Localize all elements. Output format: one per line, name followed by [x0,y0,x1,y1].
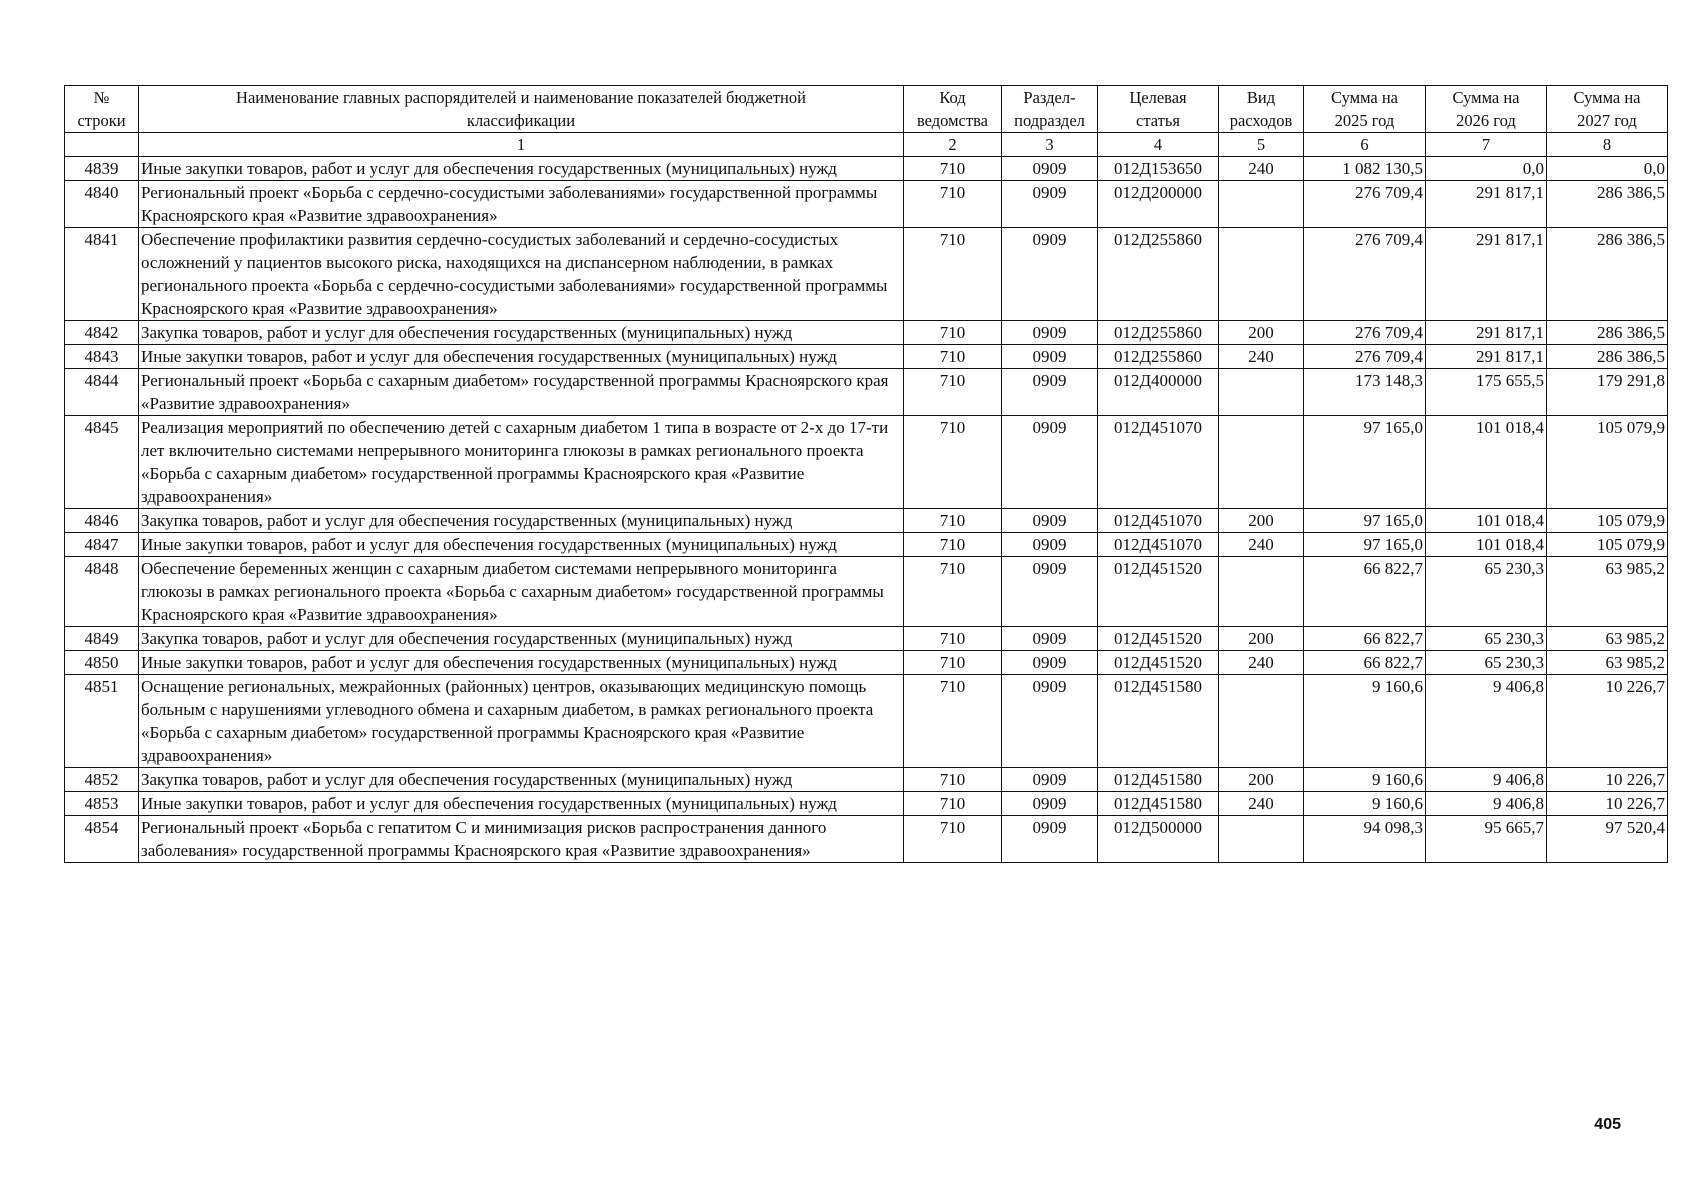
sum-2027-cell: 97 520,4 [1547,816,1668,863]
sum-2026-cell: 65 230,3 [1426,627,1547,651]
section-cell: 0909 [1002,816,1098,863]
row-name-cell: Обеспечение профилактики развития сердечно-сосудистых заболеваний и сердечно-сосудистых осложнений у пациентов высокого риска, находящихся на диспансерном наблюдении, в рамках регионального проекта «Борьба с сердечно-сосудистыми заболеваниями» государственной программы Красноярского края «Развитие здравоохранения» [139,228,904,321]
row-name-cell: Закупка товаров, работ и услуг для обеспечения государственных (муниципальных) нужд [139,509,904,533]
target-cell: 012Д255860 [1098,321,1219,345]
sum-2025-cell: 1 082 130,5 [1304,157,1426,181]
sum-2025-cell: 66 822,7 [1304,651,1426,675]
col-number [65,133,139,157]
target-cell: 012Д451070 [1098,533,1219,557]
budget-table [64,85,1668,863]
col-number: 7 [1426,133,1547,157]
row-number-cell: 4850 [65,651,139,675]
col-number: 3 [1002,133,1098,157]
target-cell: 012Д451520 [1098,651,1219,675]
dept-code-cell: 710 [904,345,1002,369]
dept-code-cell: 710 [904,675,1002,768]
section-cell: 0909 [1002,369,1098,416]
row-number-cell: 4841 [65,228,139,321]
exp-type-cell [1219,416,1304,509]
sum-2025-cell: 94 098,3 [1304,816,1426,863]
sum-2025-cell: 97 165,0 [1304,533,1426,557]
sum-2027-cell: 105 079,9 [1547,416,1668,509]
exp-type-cell: 240 [1219,651,1304,675]
sum-2027-cell: 286 386,5 [1547,181,1668,228]
sum-2026-cell: 9 406,8 [1426,768,1547,792]
exp-type-cell [1219,816,1304,863]
row-number-cell: 4848 [65,557,139,627]
section-cell: 0909 [1002,627,1098,651]
table-row [65,416,1668,509]
exp-type-cell: 200 [1219,509,1304,533]
row-number-cell: 4839 [65,157,139,181]
table-body [65,157,1668,863]
target-cell: 012Д400000 [1098,369,1219,416]
row-name-cell: Закупка товаров, работ и услуг для обеспечения государственных (муниципальных) нужд [139,768,904,792]
sum-2027-cell: 105 079,9 [1547,509,1668,533]
column-numbers-row [65,133,1668,157]
sum-2027-cell: 10 226,7 [1547,792,1668,816]
table-row [65,157,1668,181]
target-cell: 012Д153650 [1098,157,1219,181]
sum-2026-cell: 101 018,4 [1426,533,1547,557]
target-cell: 012Д200000 [1098,181,1219,228]
sum-2027-cell: 286 386,5 [1547,321,1668,345]
header-sum-2025: Сумма на 2025 год [1304,86,1426,133]
table-row [65,369,1668,416]
sum-2025-cell: 276 709,4 [1304,345,1426,369]
row-name-cell: Иные закупки товаров, работ и услуг для обеспечения государственных (муниципальных) нужд [139,157,904,181]
sum-2027-cell: 286 386,5 [1547,345,1668,369]
section-cell: 0909 [1002,228,1098,321]
section-cell: 0909 [1002,557,1098,627]
exp-type-cell [1219,228,1304,321]
table-row [65,345,1668,369]
row-number-cell: 4840 [65,181,139,228]
dept-code-cell: 710 [904,228,1002,321]
target-cell: 012Д451520 [1098,557,1219,627]
table-row [65,228,1668,321]
sum-2027-cell: 63 985,2 [1547,557,1668,627]
exp-type-cell: 240 [1219,345,1304,369]
sum-2026-cell: 101 018,4 [1426,416,1547,509]
row-number-cell: 4852 [65,768,139,792]
dept-code-cell: 710 [904,369,1002,416]
table-row [65,509,1668,533]
table-row [65,816,1668,863]
target-cell: 012Д451580 [1098,768,1219,792]
exp-type-cell: 200 [1219,627,1304,651]
section-cell: 0909 [1002,157,1098,181]
exp-type-cell: 240 [1219,157,1304,181]
exp-type-cell: 200 [1219,321,1304,345]
sum-2026-cell: 291 817,1 [1426,228,1547,321]
exp-type-cell [1219,369,1304,416]
row-number-cell: 4843 [65,345,139,369]
sum-2027-cell: 0,0 [1547,157,1668,181]
target-cell: 012Д500000 [1098,816,1219,863]
sum-2025-cell: 276 709,4 [1304,228,1426,321]
row-number-cell: 4845 [65,416,139,509]
sum-2025-cell: 9 160,6 [1304,768,1426,792]
row-name-cell: Региональный проект «Борьба с сердечно-сосудистыми заболеваниями» государственной программы Красноярского края «Развитие здравоохранения» [139,181,904,228]
sum-2025-cell: 276 709,4 [1304,181,1426,228]
col-number: 5 [1219,133,1304,157]
dept-code-cell: 710 [904,768,1002,792]
exp-type-cell: 240 [1219,792,1304,816]
table-row [65,627,1668,651]
header-sum-2027: Сумма на 2027 год [1547,86,1668,133]
header-section: Раздел- подраздел [1002,86,1098,133]
sum-2025-cell: 9 160,6 [1304,675,1426,768]
section-cell: 0909 [1002,533,1098,557]
row-name-cell: Иные закупки товаров, работ и услуг для обеспечения государственных (муниципальных) нужд [139,792,904,816]
table-row [65,533,1668,557]
table-row [65,181,1668,228]
sum-2025-cell: 66 822,7 [1304,627,1426,651]
target-cell: 012Д255860 [1098,345,1219,369]
sum-2025-cell: 173 148,3 [1304,369,1426,416]
section-cell: 0909 [1002,792,1098,816]
dept-code-cell: 710 [904,416,1002,509]
row-number-cell: 4847 [65,533,139,557]
sum-2025-cell: 276 709,4 [1304,321,1426,345]
sum-2027-cell: 286 386,5 [1547,228,1668,321]
row-name-cell: Оснащение региональных, межрайонных (районных) центров, оказывающих медицинскую помощь больным с нарушениями углеводного обмена и сахарным диабетом, в рамках регионального проекта «Борьба с сахарным диабетом» государственной программы Красноярского края «Развитие здравоохранения» [139,675,904,768]
col-number: 6 [1304,133,1426,157]
section-cell: 0909 [1002,321,1098,345]
row-name-cell: Региональный проект «Борьба с сахарным диабетом» государственной программы Красноярского края «Развитие здравоохранения» [139,369,904,416]
sum-2025-cell: 97 165,0 [1304,509,1426,533]
sum-2026-cell: 291 817,1 [1426,345,1547,369]
sum-2027-cell: 63 985,2 [1547,627,1668,651]
table-row [65,768,1668,792]
sum-2026-cell: 65 230,3 [1426,651,1547,675]
dept-code-cell: 710 [904,321,1002,345]
dept-code-cell: 710 [904,533,1002,557]
sum-2026-cell: 9 406,8 [1426,675,1547,768]
col-number: 1 [139,133,904,157]
table-row [65,651,1668,675]
exp-type-cell [1219,675,1304,768]
section-cell: 0909 [1002,416,1098,509]
page-number: 405 [1594,1116,1621,1133]
dept-code-cell: 710 [904,557,1002,627]
sum-2027-cell: 179 291,8 [1547,369,1668,416]
row-number-cell: 4853 [65,792,139,816]
sum-2026-cell: 95 665,7 [1426,816,1547,863]
col-number: 2 [904,133,1002,157]
dept-code-cell: 710 [904,792,1002,816]
sum-2026-cell: 291 817,1 [1426,181,1547,228]
header-row [65,86,1668,133]
table-row [65,792,1668,816]
row-name-cell: Реализация мероприятий по обеспечению детей с сахарным диабетом 1 типа в возрасте от 2-х до 17-ти лет включительно системами непрерывного мониторинга глюкозы в рамках регионального проекта «Борьба с сахарным диабетом» государственной программы Красноярского края «Развитие здравоохранения» [139,416,904,509]
dept-code-cell: 710 [904,181,1002,228]
sum-2026-cell: 101 018,4 [1426,509,1547,533]
header-dept-code: Код ведомства [904,86,1002,133]
sum-2025-cell: 9 160,6 [1304,792,1426,816]
header-name: Наименование главных распорядителей и наименование показателей бюджетной классификации [139,86,904,133]
sum-2026-cell: 175 655,5 [1426,369,1547,416]
header-row-no: № строки [65,86,139,133]
section-cell: 0909 [1002,181,1098,228]
row-name-cell: Иные закупки товаров, работ и услуг для обеспечения государственных (муниципальных) нужд [139,345,904,369]
target-cell: 012Д451070 [1098,416,1219,509]
table-header [65,86,1668,157]
header-sum-2026: Сумма на 2026 год [1426,86,1547,133]
sum-2026-cell: 65 230,3 [1426,557,1547,627]
target-cell: 012Д451580 [1098,792,1219,816]
row-name-cell: Закупка товаров, работ и услуг для обеспечения государственных (муниципальных) нужд [139,321,904,345]
section-cell: 0909 [1002,768,1098,792]
sum-2025-cell: 66 822,7 [1304,557,1426,627]
row-name-cell: Обеспечение беременных женщин с сахарным диабетом системами непрерывного мониторинга глюкозы в рамках регионального проекта «Борьба с сахарным диабетом» государственной программы Красноярского края «Развитие здравоохранения» [139,557,904,627]
row-number-cell: 4842 [65,321,139,345]
target-cell: 012Д451580 [1098,675,1219,768]
sum-2026-cell: 0,0 [1426,157,1547,181]
row-name-cell: Закупка товаров, работ и услуг для обеспечения государственных (муниципальных) нужд [139,627,904,651]
row-number-cell: 4851 [65,675,139,768]
table-row [65,321,1668,345]
row-number-cell: 4846 [65,509,139,533]
dept-code-cell: 710 [904,651,1002,675]
row-name-cell: Иные закупки товаров, работ и услуг для обеспечения государственных (муниципальных) нужд [139,651,904,675]
sum-2027-cell: 10 226,7 [1547,768,1668,792]
sum-2027-cell: 10 226,7 [1547,675,1668,768]
exp-type-cell [1219,557,1304,627]
section-cell: 0909 [1002,675,1098,768]
dept-code-cell: 710 [904,509,1002,533]
row-name-cell: Иные закупки товаров, работ и услуг для обеспечения государственных (муниципальных) нужд [139,533,904,557]
header-exp-type: Вид расходов [1219,86,1304,133]
row-number-cell: 4849 [65,627,139,651]
dept-code-cell: 710 [904,157,1002,181]
sum-2025-cell: 97 165,0 [1304,416,1426,509]
row-number-cell: 4854 [65,816,139,863]
sum-2027-cell: 105 079,9 [1547,533,1668,557]
header-target: Целевая статья [1098,86,1219,133]
sum-2026-cell: 291 817,1 [1426,321,1547,345]
col-number: 4 [1098,133,1219,157]
dept-code-cell: 710 [904,816,1002,863]
exp-type-cell [1219,181,1304,228]
target-cell: 012Д451520 [1098,627,1219,651]
dept-code-cell: 710 [904,627,1002,651]
exp-type-cell: 240 [1219,533,1304,557]
row-number-cell: 4844 [65,369,139,416]
section-cell: 0909 [1002,345,1098,369]
col-number: 8 [1547,133,1668,157]
sum-2027-cell: 63 985,2 [1547,651,1668,675]
row-name-cell: Региональный проект «Борьба с гепатитом С и минимизация рисков распространения данного заболевания» государственной программы Красноярского края «Развитие здравоохранения» [139,816,904,863]
section-cell: 0909 [1002,509,1098,533]
section-cell: 0909 [1002,651,1098,675]
target-cell: 012Д255860 [1098,228,1219,321]
target-cell: 012Д451070 [1098,509,1219,533]
sum-2026-cell: 9 406,8 [1426,792,1547,816]
table-row [65,675,1668,768]
exp-type-cell: 200 [1219,768,1304,792]
table-row [65,557,1668,627]
